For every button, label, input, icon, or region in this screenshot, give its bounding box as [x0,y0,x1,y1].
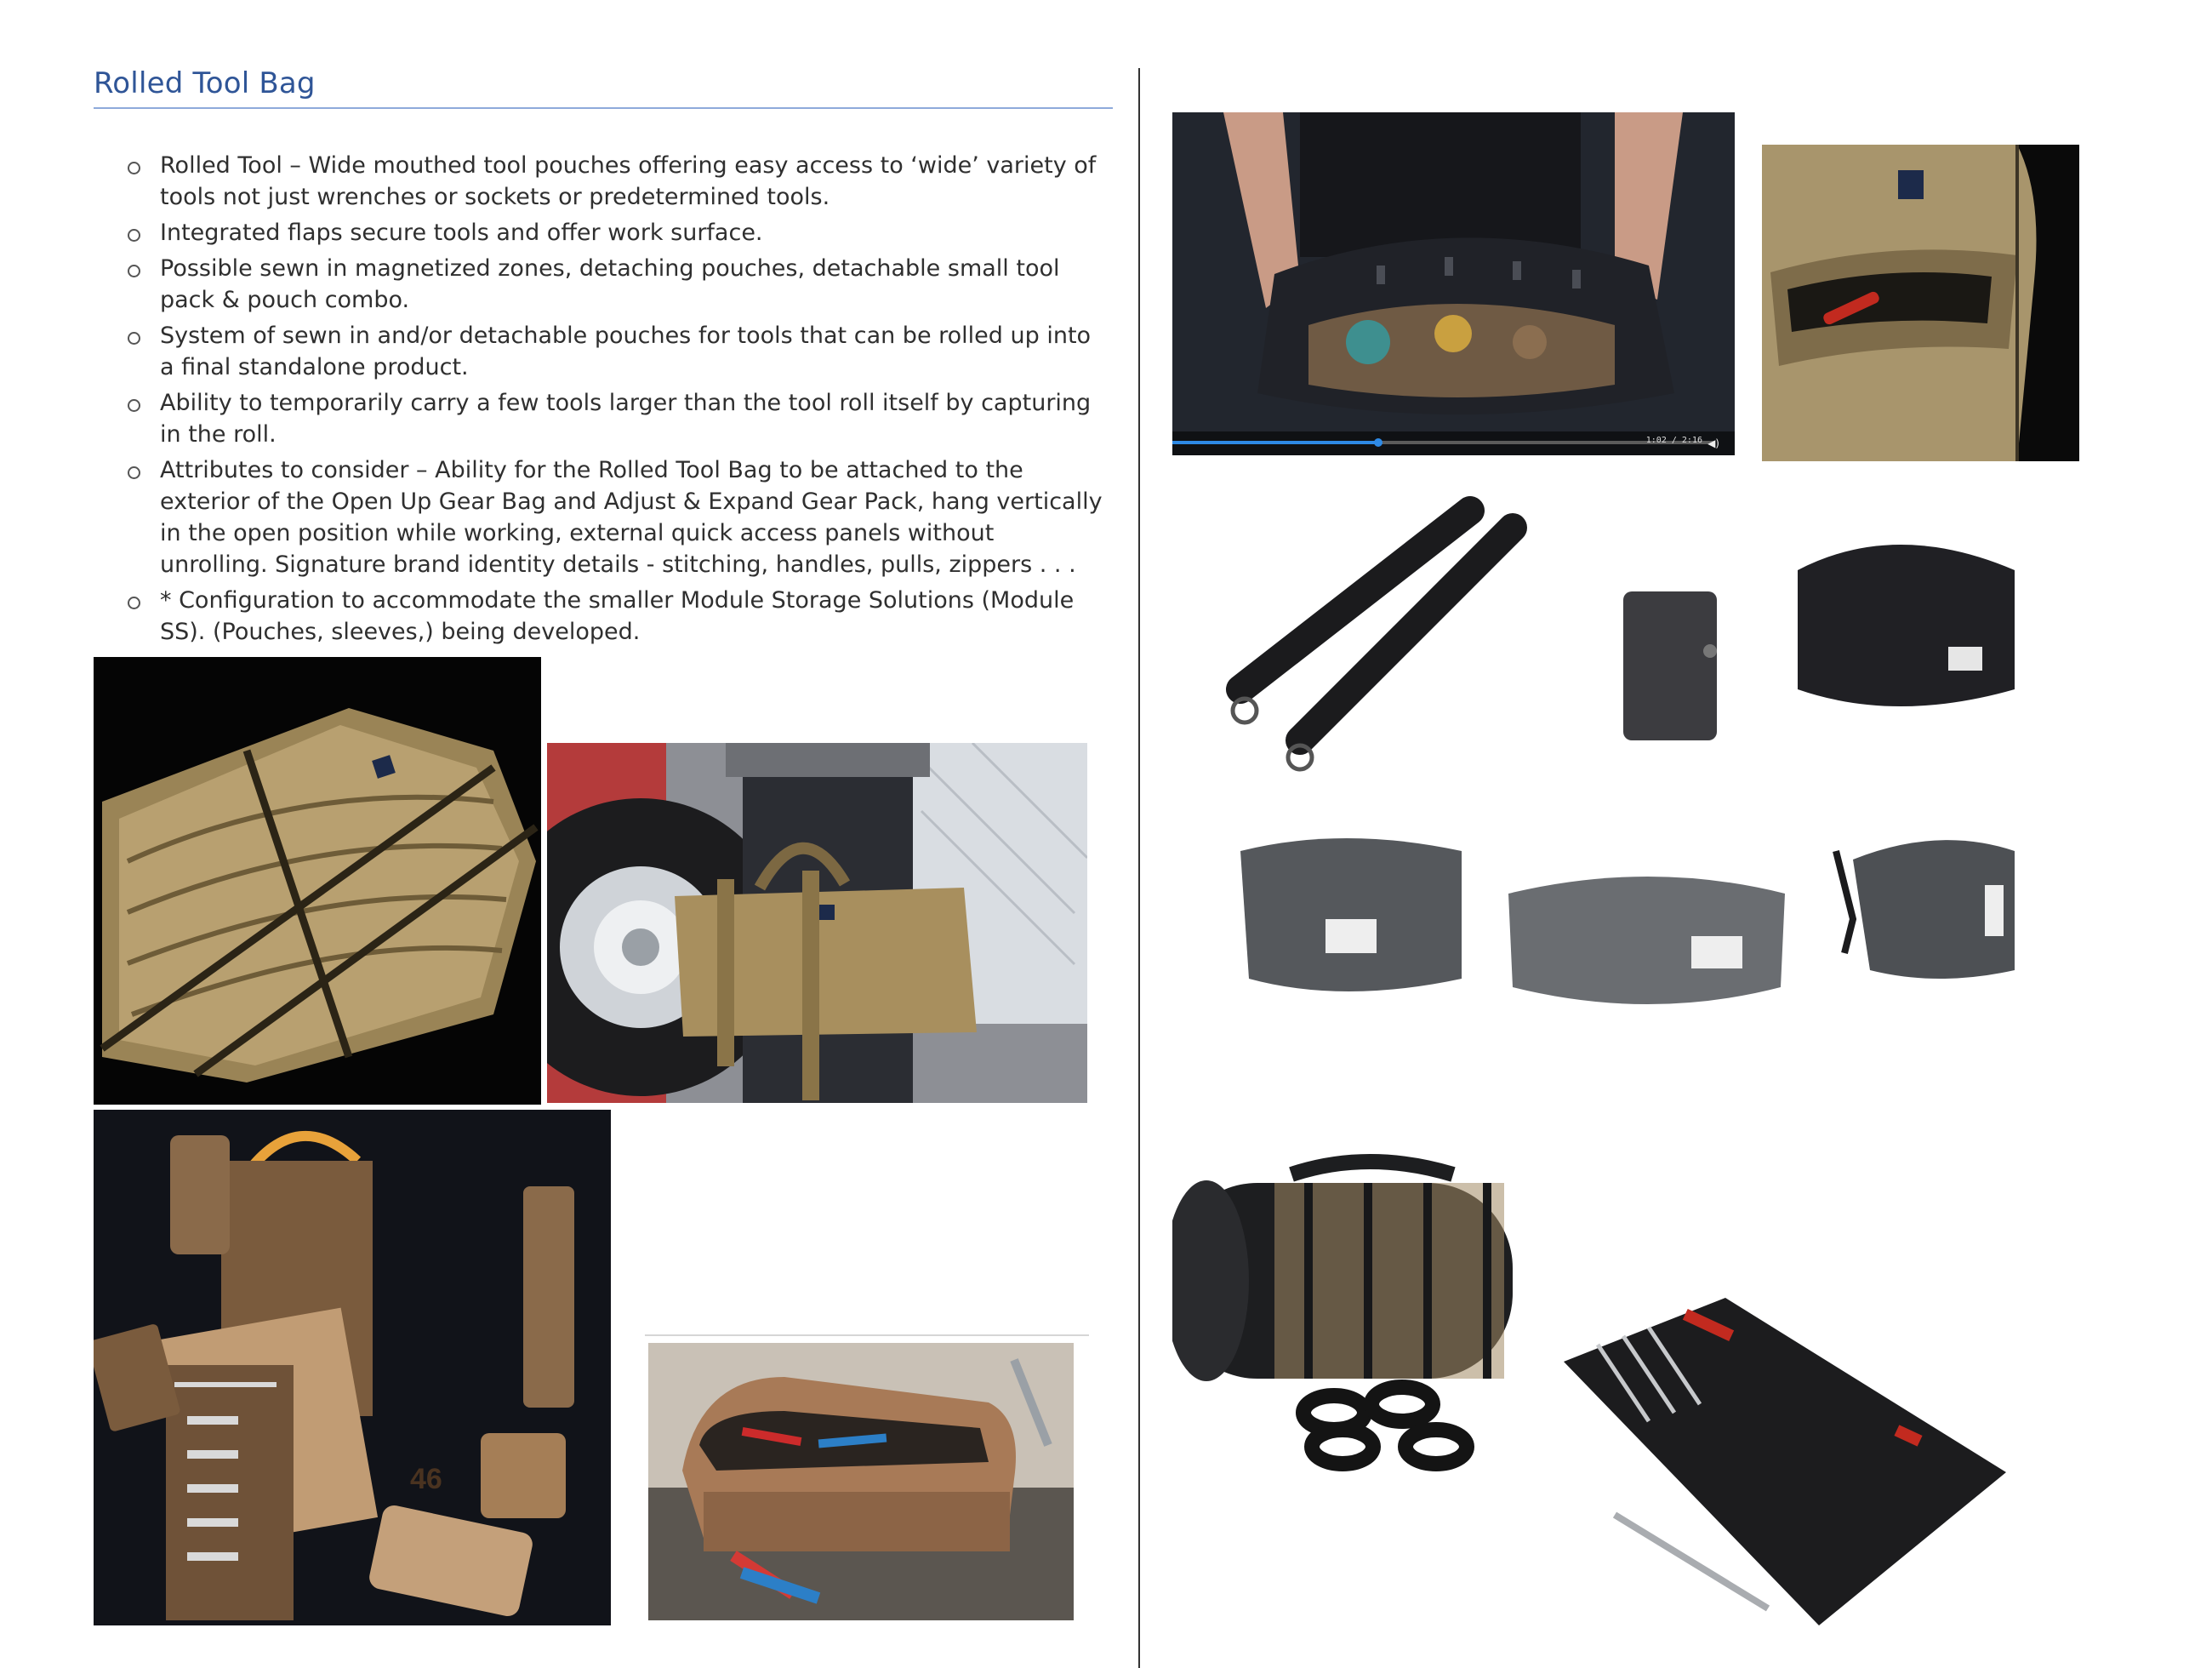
video-progress-track[interactable] [1172,441,1714,444]
bullet-item [128,585,1106,648]
photo-coyote-pack-pocket [1762,145,2079,461]
bullet-text: Integrated flaps secure tools and offer work surface. [160,220,763,246]
photo-leather-tool-bag [648,1343,1074,1620]
bullet-text: Rolled Tool – Wide mouthed tool pouches offering easy access to ‘wide’ variety of tools not just wrenches or sockets or predetermined tools. [160,152,1097,210]
photo-black-tool-roll [1172,1149,2023,1634]
bullet-circle-icon [128,332,140,345]
bullet-item [128,320,1106,383]
video-control-bar [1172,431,1735,455]
bullet-item [128,387,1106,450]
bullet-text: Ability to temporarily carry a few tools larger than the tool roll itself by capturing in the roll. [160,390,1092,448]
photo-rolled-tool-bag-coyote [94,657,541,1105]
bullet-text: Possible sewn in magnetized zones, detaching pouches, detachable small tool pack & pouch combo. [160,255,1060,313]
bullet-circle-icon [128,229,140,242]
bullet-text: System of sewn in and/or detachable pouches for tools that can be rolled up into a final standalone product. [160,323,1092,380]
bullet-item [128,150,1106,213]
bullet-text: Attributes to consider – Ability for the Rolled Tool Bag to be attached to the exterior of the Open Up Gear Bag and Adjust & Expand Gear Pack, hang vertically in the open position while working, external quick access panels without unrolling. Signature brand identity details - stitching, handles, pulls, zippers . . . [160,457,1103,578]
column-divider [1138,68,1140,1668]
page-heading: Rolled Tool Bag [94,66,1113,109]
video-gear-bag-opening[interactable] [1172,112,1735,455]
photo-brown-pouch-flat-lay [94,1110,611,1625]
photo-man-carrying-tool-roll [547,743,1087,1103]
bullet-text: * Configuration to accommodate the smaller Module Storage Solutions (Module SS). (Pouches, sleeves,) being developed. [160,587,1075,645]
bullet-circle-icon [128,265,140,277]
volume-icon[interactable]: ◀) [1707,437,1719,449]
video-progress-fill [1172,441,1378,444]
bullet-circle-icon [128,466,140,479]
video-timestamp: 1:02 / 2:16 [1645,436,1702,445]
bullet-circle-icon [128,399,140,412]
bullet-item [128,253,1106,316]
photo-accessory-grid [1172,477,2134,1055]
bullet-list [128,150,1106,652]
bullet-circle-icon [128,162,140,174]
bullet-item [128,454,1106,580]
bullet-circle-icon [128,597,140,609]
bullet-item [128,217,1106,248]
image-separator-line [645,1334,1089,1336]
video-scrubber-handle[interactable] [1374,438,1382,447]
pouch-mark-text: 46 [410,1463,442,1495]
